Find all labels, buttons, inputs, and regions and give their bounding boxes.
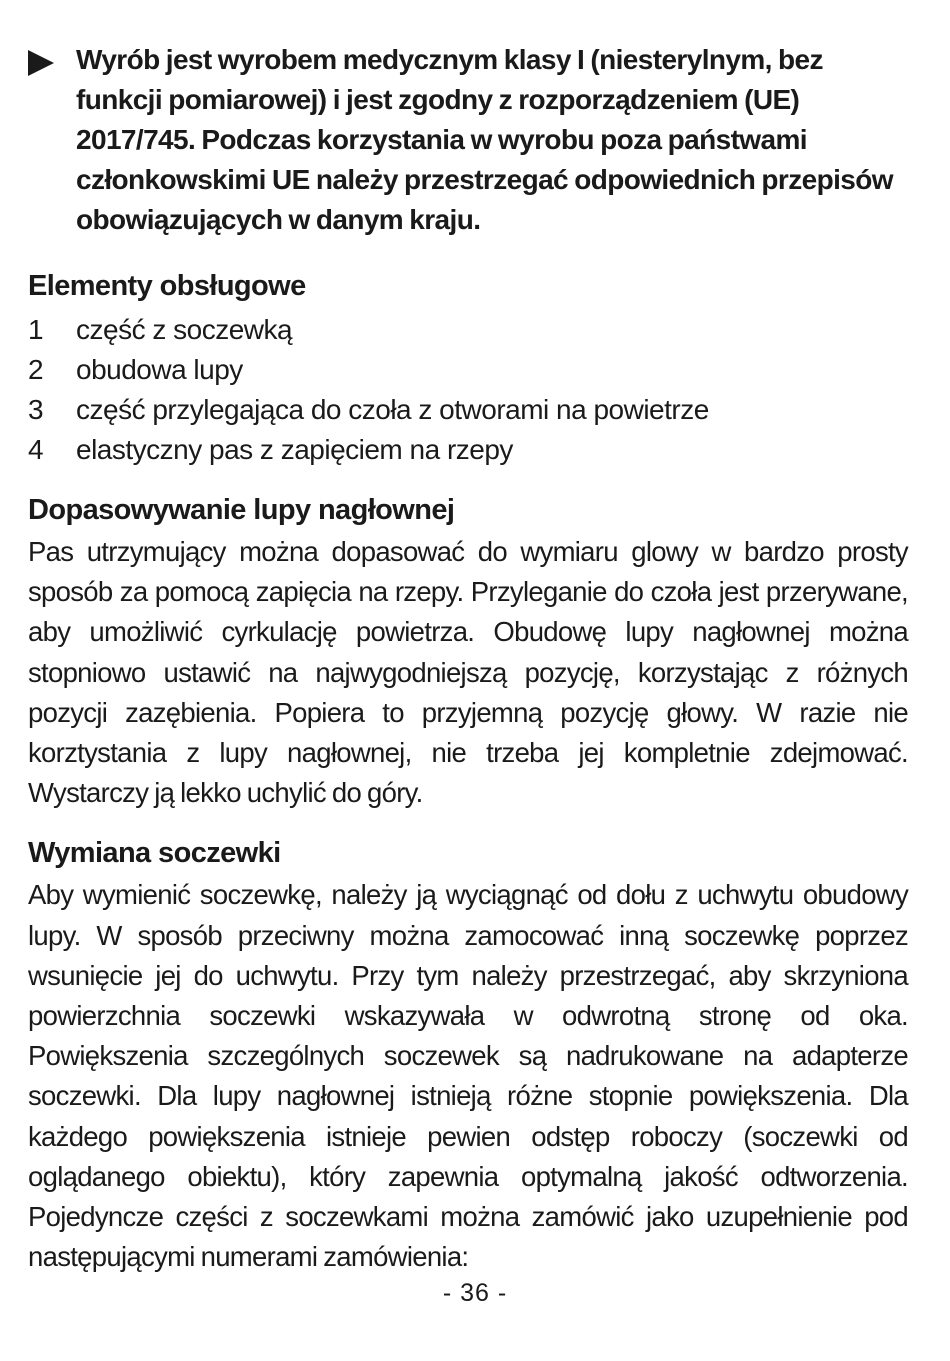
controls-section bbox=[28, 266, 908, 470]
fitting-heading: Dopasowywanie lupy nagłownej bbox=[28, 494, 455, 526]
part-number: 1 bbox=[28, 314, 44, 345]
part-number: 4 bbox=[28, 434, 44, 465]
page-number: - 36 - bbox=[442, 1279, 508, 1307]
triangle-bullet-icon bbox=[28, 50, 54, 76]
medical-device-notice bbox=[28, 40, 908, 240]
notice-text: Wyrób jest wyrobem medycznym klasy I (niesterylnym, bez funkcji pomiarowej) i jest zgodny z rozporządzeniem (UE) 2017/745. Podczas korzystania w wyrobu poza państwami członkowskimi UE należy przestrzegać odpowiednich przepisów obowiązujących w danym kraju. bbox=[76, 44, 893, 235]
part-number: 3 bbox=[28, 394, 44, 425]
controls-heading: Elementy obsługowe bbox=[28, 270, 306, 302]
parts-list-item bbox=[28, 350, 908, 390]
part-label: część z soczewką bbox=[76, 314, 293, 345]
part-label: obudowa lupy bbox=[76, 354, 243, 385]
fitting-paragraph: Pas utrzymujący można dopasować do wymiaru glowy w bardzo prosty sposób za pomocą zapięcia na rzepy. Przyleganie do czoła jest przerywane, aby umożliwić cyrkulację powietrza. Obudowę lupy nagłownej można stopniowo ustawić na najwygodniejszą pozycję, korzystając z różnych pozycji zazębienia. Popiera to przyjemną pozycję głowy. W razie nie korztystania z lupy nagłownej, nie trzeba jej kompletnie zdejmować. Wystarczy ją lekko uchylić do góry. bbox=[28, 536, 908, 809]
lens-replacement-section bbox=[28, 833, 908, 1277]
notice-marker bbox=[28, 40, 76, 76]
part-label: elastyczny pas z zapięciem na rzepy bbox=[76, 434, 513, 465]
part-label: część przylegająca do czoła z otworami na powietrze bbox=[76, 394, 709, 425]
parts-list-item bbox=[28, 390, 908, 430]
lens-replacement-heading: Wymiana soczewki bbox=[28, 837, 281, 870]
parts-list bbox=[28, 310, 908, 470]
parts-list-item bbox=[28, 430, 908, 470]
manual-page bbox=[28, 40, 908, 1297]
parts-list-item bbox=[28, 310, 908, 350]
lens-replacement-paragraph: Aby wymienić soczewkę, należy ją wyciągnąć od dołu z uchwytu obudowy lupy. W sposób przeciwny można zamocować inną soczewkę poprzez wsunięcie jej do uchwytu. Przy tym należy przestrzegać, aby skrzyniona powierzchnia soczewki wskazywała w odwrotną stronę od oka. Powiększenia szczególnych soczewek są nadrukowane na adapterze soczewki. Dla lupy nagłownej istnieją różne stopnie powiększenia. Dla każdego powiększenia istnieje pewien odstęp roboczy (soczewki od oglądanego obiektu), który zapewnia optymalną jakość odtworzenia. Pojedyncze części z soczewkami można zamówić jako uzupełnienie pod następującymi numerami zamówienia: bbox=[28, 879, 908, 1273]
fitting-section bbox=[28, 490, 908, 813]
part-number: 2 bbox=[28, 354, 44, 385]
